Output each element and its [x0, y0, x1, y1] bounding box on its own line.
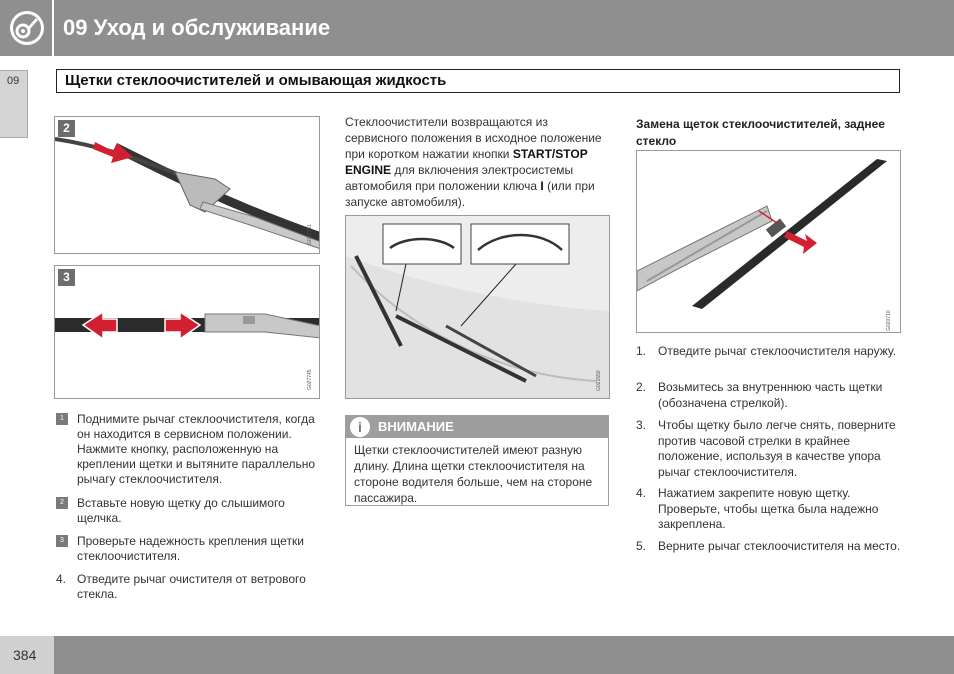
step-text: Верните рычаг стеклоочистителя на место.	[658, 539, 901, 553]
key-position-label: I	[540, 179, 544, 193]
service-position-text: Стеклоочистители возвращаются из сервисного положения в исходное положение при коротком нажатии кнопки START/STOP ENGINE для включения электросистемы автомобиля при положении ключа I (или при запуске автомобиля).	[345, 115, 602, 209]
step-text: Нажатием закрепите новую щетку. Проверьте, чтобы щетка была надежно закреплена.	[658, 486, 879, 531]
figure-code: G027751	[307, 224, 313, 245]
step-text: Вставьте новую щетку до слышимого щелчка.	[77, 496, 285, 525]
figure-code: G021550	[596, 370, 602, 391]
step-text: Проверьте надежность крепления щетки стеклоочистителя.	[77, 534, 304, 563]
list-item	[636, 539, 901, 555]
step-number: 5.	[636, 539, 647, 553]
step-text: Чтобы щетку было легче снять, поверните против часовой стрелки в крайнее положение, используя в качестве упора рычаг стеклоочистителя.	[658, 418, 896, 479]
info-icon: i	[350, 417, 370, 437]
section-title-box	[56, 69, 900, 93]
step-text: Возьмитесь за внутреннюю часть щетки (обозначена стрелкой).	[658, 380, 883, 410]
chapter-tab[interactable]	[0, 70, 28, 138]
list-item	[636, 486, 901, 533]
wiper-blade-release-illustration	[55, 117, 320, 254]
figure-2-image	[54, 116, 320, 254]
list-item	[636, 418, 901, 480]
start-stop-label: START/STOP ENGINE	[345, 147, 588, 177]
step-text: Отведите рычаг стеклоочистителя наружу.	[658, 344, 897, 358]
step-number: 1.	[636, 344, 647, 358]
wrench-gear-icon	[7, 9, 47, 47]
windshield-wipers-illustration	[346, 216, 610, 399]
rear-wiper-illustration	[637, 151, 901, 333]
list-item	[56, 496, 318, 526]
windshield-wipers-image	[345, 215, 610, 399]
figure-code: G027745	[307, 369, 313, 390]
list-item	[56, 412, 318, 487]
rear-wiper-heading: Замена щеток стеклоочистителей, заднее стекло	[636, 117, 885, 148]
wiper-blade-insert-illustration	[55, 266, 320, 399]
list-item	[636, 344, 901, 360]
figure-code: G020710	[886, 310, 892, 331]
section-title: Щетки стеклоочистителей и омывающая жидкость	[65, 72, 447, 89]
step-badge: 2	[56, 497, 68, 509]
step-text: Поднимите рычаг стеклоочистителя, когда он находится в сервисном положении. Нажмите кнопку, расположенную на креплении щетки и вытяните параллельно рычагу стеклоочистителя.	[77, 412, 316, 486]
step-number: 2.	[636, 380, 647, 394]
list-item	[636, 380, 901, 411]
warning-text: Щетки стеклоочистителей имеют разную длину. Длина щетки стеклоочистителя на стороне водителя больше, чем на стороне пассажира.	[345, 438, 609, 506]
page-title: 09 Уход и обслуживание	[63, 15, 331, 40]
step-number: 3.	[636, 418, 647, 432]
warning-label: ВНИМАНИЕ	[378, 419, 454, 434]
step-number: 4.	[636, 486, 647, 500]
figure-3-image	[54, 265, 320, 399]
step-badge: 3	[56, 535, 68, 547]
figure-number: 2	[58, 120, 75, 137]
list-item	[56, 534, 318, 564]
list-item	[56, 572, 318, 602]
footer-bar	[54, 636, 954, 674]
page-number: 384	[13, 647, 37, 663]
figure-number: 3	[58, 269, 75, 286]
step-badge: 1	[56, 413, 68, 425]
warning-header	[345, 415, 609, 438]
step-number: 4.	[56, 572, 67, 586]
chapter-tab-label: 09	[7, 75, 20, 87]
header-icon-box	[0, 0, 54, 56]
step-text: Отведите рычаг очистителя от ветрового стекла.	[77, 572, 306, 601]
page-number-box	[0, 636, 54, 674]
rear-wiper-image	[636, 150, 901, 333]
